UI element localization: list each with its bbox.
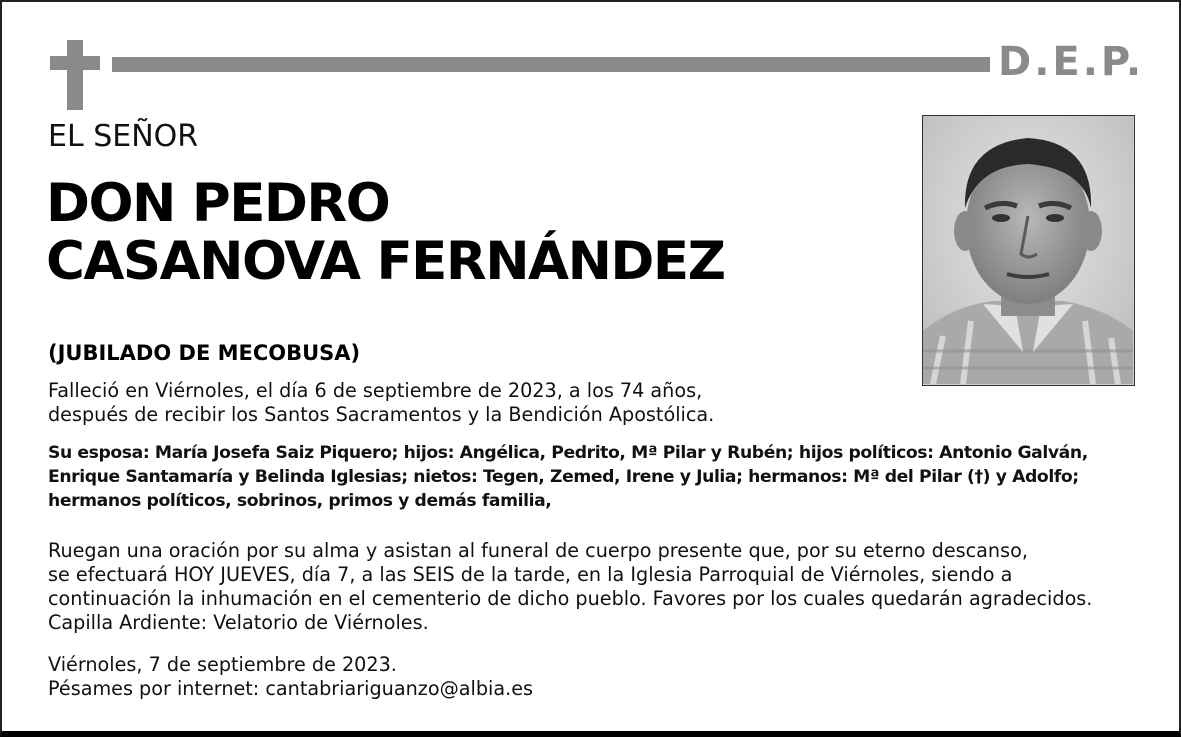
family-line: Su esposa: María Josefa Saiz Piquero; hijos: Angélica, Pedrito, Mª Pilar y Rubén; hijos políticos: Antonio Galván, bbox=[48, 443, 1088, 463]
funeral-paragraph bbox=[48, 539, 1092, 635]
portrait-photo bbox=[922, 115, 1135, 386]
funeral-line: continuación la inhumación en el cementerio de dicho pueblo. Favores por los cuales quedarán agradecidos. bbox=[48, 587, 1093, 610]
family-line: hermanos políticos, sobrinos, primos y demás familia, bbox=[48, 491, 552, 511]
family-paragraph bbox=[48, 441, 1088, 513]
deceased-name-line1: DON PEDRO bbox=[46, 173, 390, 234]
family-line: Enrique Santamaría y Belinda Iglesias; nietos: Tegen, Zemed, Irene y Julia; hermanos: Mª del Pilar (†) y Adolfo; bbox=[48, 467, 1079, 487]
funeral-line: Ruegan una oración por su alma y asistan al funeral de cuerpo presente que, por su eterno descanso, bbox=[48, 539, 1028, 562]
funeral-line: se efectuará HOY JUEVES, día 7, a las SEIS de la tarde, en la Iglesia Parroquial de Viérnoles, siendo a bbox=[48, 563, 1013, 586]
footer-paragraph bbox=[48, 653, 533, 701]
portrait-photo-graphic bbox=[923, 116, 1133, 384]
death-notice-line: después de recibir los Santos Sacramentos y la Bendición Apostólica. bbox=[48, 403, 715, 426]
honorific: EL SEÑOR bbox=[48, 119, 199, 154]
condolences-email: Pésames por internet: cantabriariguanzo@albia.es bbox=[48, 677, 534, 700]
cross-icon bbox=[50, 40, 100, 110]
header-rule bbox=[112, 57, 990, 72]
death-notice-paragraph bbox=[48, 379, 714, 427]
deceased-name bbox=[46, 174, 725, 292]
place-date: Viérnoles, 7 de septiembre de 2023. bbox=[48, 653, 397, 676]
occupation-subtitle: (JUBILADO DE MECOBUSA) bbox=[48, 341, 361, 365]
dep-label: D.E.P. bbox=[998, 39, 1145, 85]
deceased-name-line2: CASANOVA FERNÁNDEZ bbox=[46, 231, 725, 292]
death-notice-line: Falleció en Viérnoles, el día 6 de septiembre de 2023, a los 74 años, bbox=[48, 379, 703, 402]
funeral-line: Capilla Ardiente: Velatorio de Viérnoles. bbox=[48, 611, 429, 634]
